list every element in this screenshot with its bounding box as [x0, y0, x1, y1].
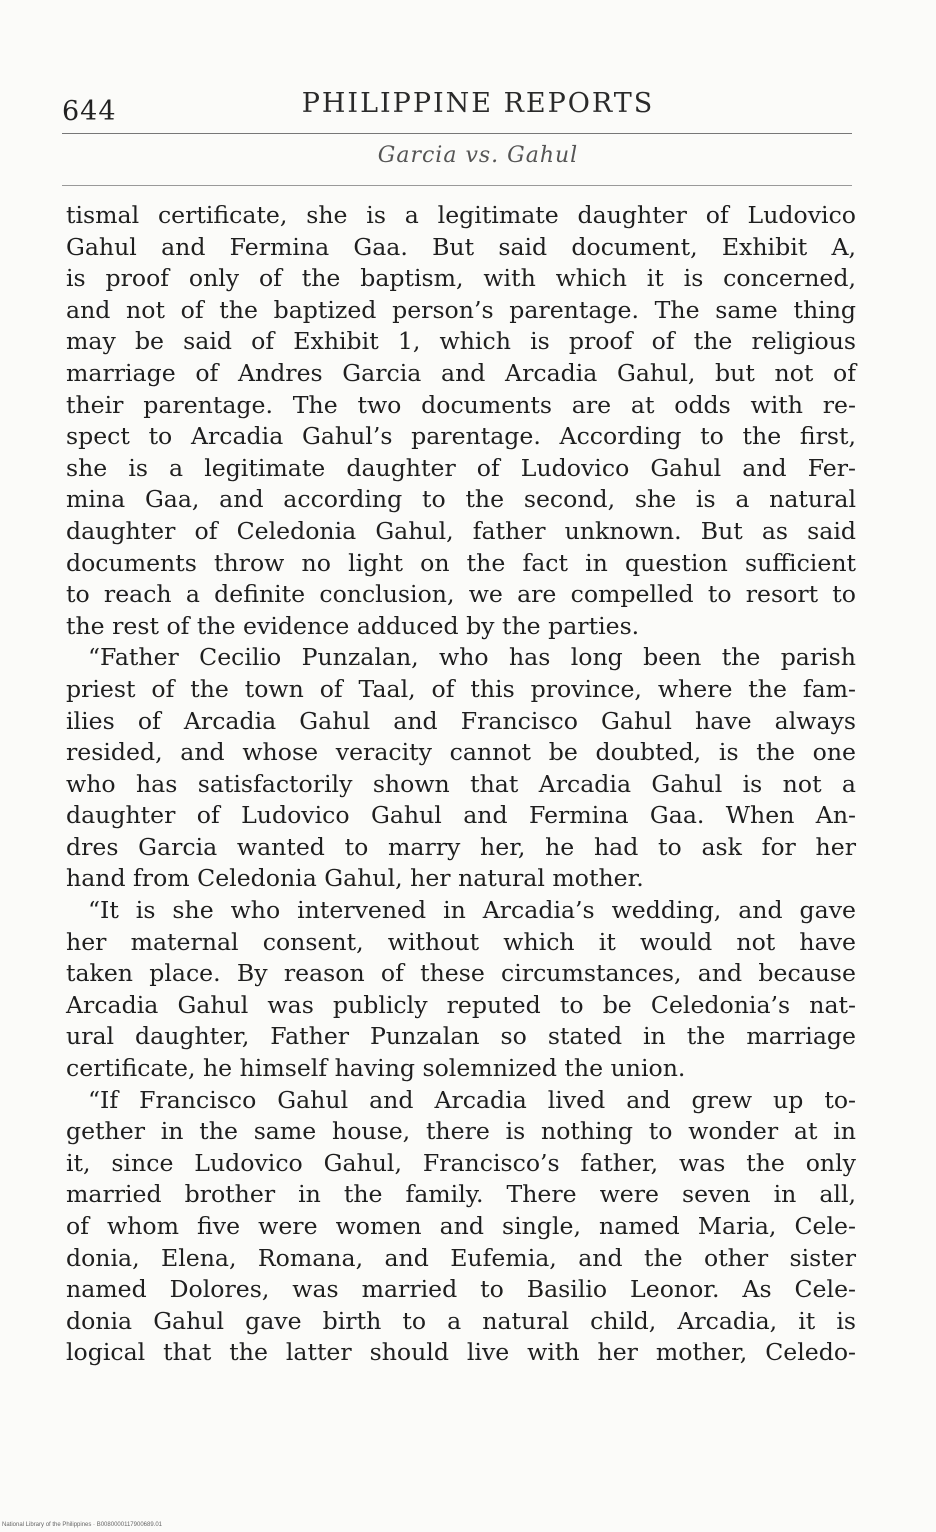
- text-line: to reach a definite conclusion, we are compelled to resort to: [66, 580, 856, 609]
- text-line: who has satisfactorily shown that Arcadia Gahul is not a: [66, 769, 856, 798]
- running-head: PHILIPPINE REPORTS: [301, 88, 655, 119]
- body-text: [66, 200, 856, 1369]
- text-line: daughter of Celedonia Gahul, father unknown. But as said: [66, 516, 856, 545]
- text-line: married brother in the family. There were seven in all,: [66, 1180, 856, 1209]
- text-line: “If Francisco Gahul and Arcadia lived and grew up to-: [88, 1085, 856, 1114]
- text-line: of whom five were women and single, named Maria, Cele-: [66, 1212, 856, 1240]
- header-rule-top: [62, 133, 852, 134]
- case-title: Garcia vs. Gahul: [377, 143, 579, 168]
- text-line: “Father Cecilio Punzalan, who has long been the parish: [88, 643, 856, 672]
- text-line: her maternal consent, without which it would not have: [66, 927, 856, 956]
- text-line: tismal certificate, she is a legitimate daughter of Ludovico: [66, 201, 856, 229]
- text-line: marriage of Andres Garcia and Arcadia Gahul, but not of: [66, 358, 856, 387]
- page-number: 644: [62, 96, 117, 127]
- text-line: documents throw no light on the fact in question sufficient: [66, 548, 856, 577]
- text-line: Gahul and Fermina Gaa. But said document, Exhibit A,: [66, 232, 856, 261]
- text-line: and not of the baptized person’s parentage. The same thing: [66, 295, 856, 324]
- text-line: the rest of the evidence adduced by the parties.: [66, 611, 640, 640]
- text-line: mina Gaa, and according to the second, she is a natural: [66, 485, 856, 514]
- text-line: donia, Elena, Romana, and Eufemia, and the other sister: [66, 1243, 856, 1272]
- text-line: ilies of Arcadia Gahul and Francisco Gahul have always: [66, 706, 856, 735]
- text-line: priest of the town of Taal, of this province, where the fam-: [66, 674, 856, 703]
- text-line: ural daughter, Father Punzalan so stated in the marriage: [66, 1022, 856, 1051]
- text-line: their parentage. The two documents are at odds with re-: [66, 390, 856, 419]
- text-line: is proof only of the baptism, with which it is concerned,: [66, 264, 856, 293]
- text-line: hand from Celedonia Gahul, her natural mother.: [66, 864, 644, 893]
- text-line: daughter of Ludovico Gahul and Fermina Gaa. When An-: [66, 801, 856, 830]
- text-line: certificate, he himself having solemnized the union.: [66, 1054, 686, 1083]
- text-line: gether in the same house, there is nothing to wonder at in: [66, 1117, 856, 1146]
- text-line: she is a legitimate daughter of Ludovico Gahul and Fer-: [66, 453, 856, 482]
- text-line: donia Gahul gave birth to a natural child, Arcadia, it is: [66, 1306, 856, 1335]
- text-line: named Dolores, was married to Basilio Leonor. As Cele-: [66, 1275, 856, 1304]
- footer-note: National Library of the Philippines · B0080000117900689.01: [2, 1522, 163, 1528]
- text-line: Arcadia Gahul was publicly reputed to be Celedonia’s nat-: [66, 990, 856, 1019]
- text-line: resided, and whose veracity cannot be doubted, is the one: [66, 738, 856, 767]
- text-line: taken place. By reason of these circumstances, and because: [66, 959, 856, 988]
- text-line: may be said of Exhibit 1, which is proof of the religious: [66, 327, 856, 356]
- text-line: logical that the latter should live with her mother, Celedo-: [66, 1338, 856, 1367]
- text-line: it, since Ludovico Gahul, Francisco’s father, was the only: [66, 1148, 856, 1177]
- text-line: spect to Arcadia Gahul’s parentage. According to the first,: [66, 422, 856, 451]
- text-line: dres Garcia wanted to marry her, he had to ask for her: [66, 832, 856, 861]
- header-rule-bottom: [62, 185, 852, 186]
- text-line: “It is she who intervened in Arcadia’s wedding, and gave: [88, 896, 856, 925]
